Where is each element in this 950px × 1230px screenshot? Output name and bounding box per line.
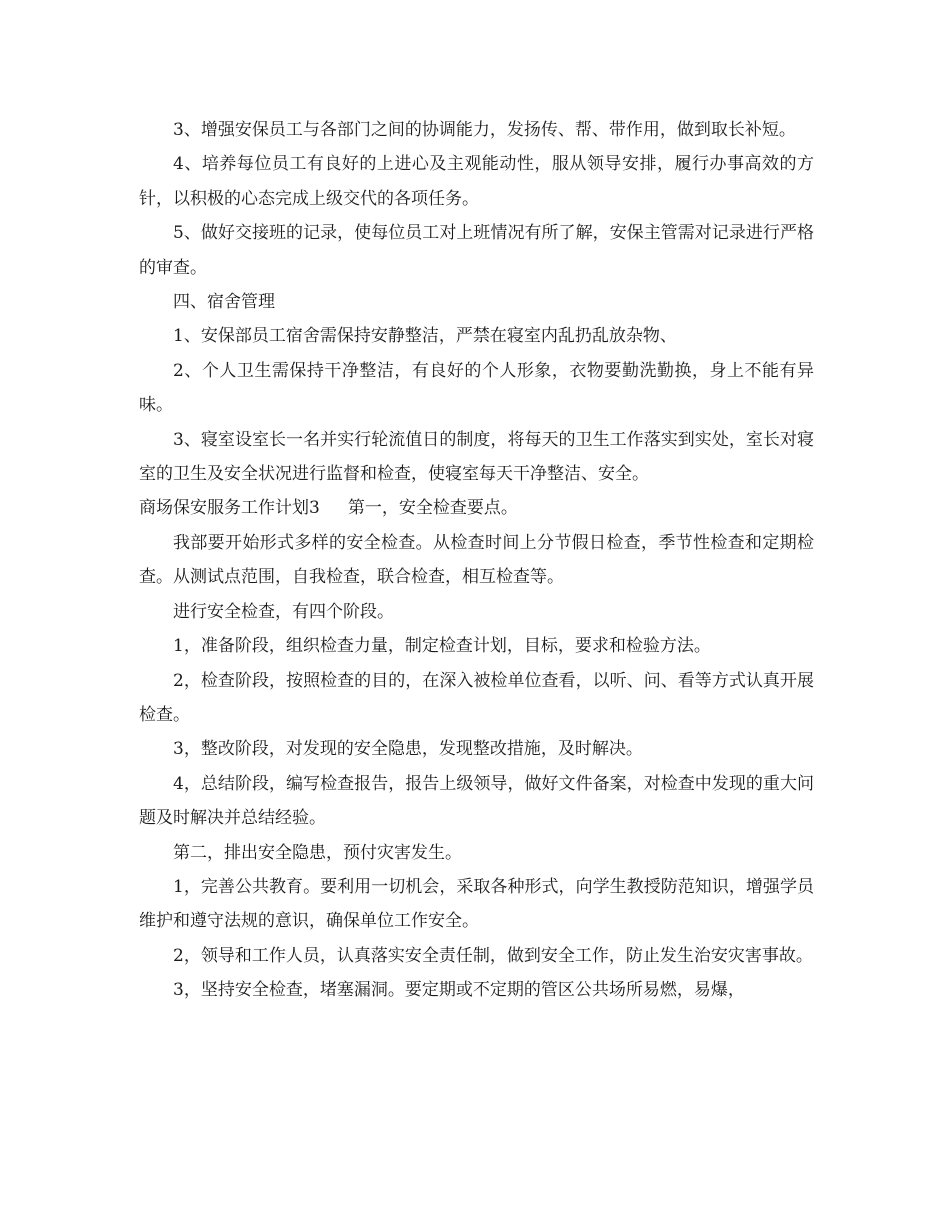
paragraph: 4，总结阶段，编写检查报告，报告上级领导，做好文件备案，对检查中发现的重大问题及时解决并总结经验。: [139, 773, 814, 829]
paragraph: 1，完善公共教育。要利用一切机会，采取各种形式，向学生教授防范知识，增强学员维护和遵守法规的意识，确保单位工作安全。: [139, 876, 814, 932]
paragraph: 5、做好交接班的记录，使每位员工对上班情况有所了解，安保主管需对记录进行严格的审查。: [139, 223, 814, 278]
paragraph: 2、个人卫生需保持干净整洁，有良好的个人形象，衣物要勤洗勤换，身上不能有异味。: [139, 360, 814, 416]
paragraph: 进行安全检查，有四个阶段。: [173, 601, 394, 622]
plan-heading-line: [139, 491, 814, 525]
paragraph: 3，坚持安全检查，堵塞漏洞。要定期或不定期的管区公共场所易燃，易爆，: [173, 980, 745, 1001]
paragraph: 3，整改阶段，对发现的安全隐患，发现整改措施，及时解决。: [173, 739, 643, 760]
paragraph: 3、增强安保员工与各部门之间的协调能力，发扬传、帮、带作用，做到取长补短。: [173, 120, 796, 140]
first-point-heading: 第一，安全检查要点。: [347, 498, 518, 519]
paragraph: 1，准备阶段，组织检查力量，制定检查计划，目标，要求和检验方法。: [173, 636, 711, 657]
document-body: [139, 113, 814, 1008]
paragraph: 4、培养每位员工有良好的上进心及主观能动性，服从领导安排，履行办事高效的方针，以积极的心态完成上级交代的各项任务。: [139, 154, 814, 209]
paragraph: 1、安保部员工宿舍需保持安静整洁，严禁在寝室内乱扔乱放杂物、: [173, 326, 677, 347]
paragraph: 2，检查阶段，按照检查的目的，在深入被检单位查看，以听、问、看等方式认真开展检查。: [139, 670, 814, 725]
paragraph: 3、寝室设室长一名并实行轮流值日的制度，将每天的卫生工作落实到实处，室长对寝室的卫生及安全状况进行监督和检查，使寝室每天干净整洁、安全。: [139, 429, 814, 485]
paragraph: 2，领导和工作人员，认真落实安全责任制，做到安全工作，防止发生治安灾害事故。: [173, 945, 813, 966]
plan-title: 商场保安服务工作计划3: [139, 498, 320, 519]
paragraph: 我部要开始形式多样的安全检查。从检查时间上分节假日检查，季节性检查和定期检查。从测试点范围，自我检查，联合检查，相互检查等。: [139, 532, 814, 588]
section-heading-dormitory: 四、宿舍管理: [173, 292, 275, 313]
second-point-heading: 第二，排出安全隐患，预付灾害发生。: [173, 842, 462, 863]
